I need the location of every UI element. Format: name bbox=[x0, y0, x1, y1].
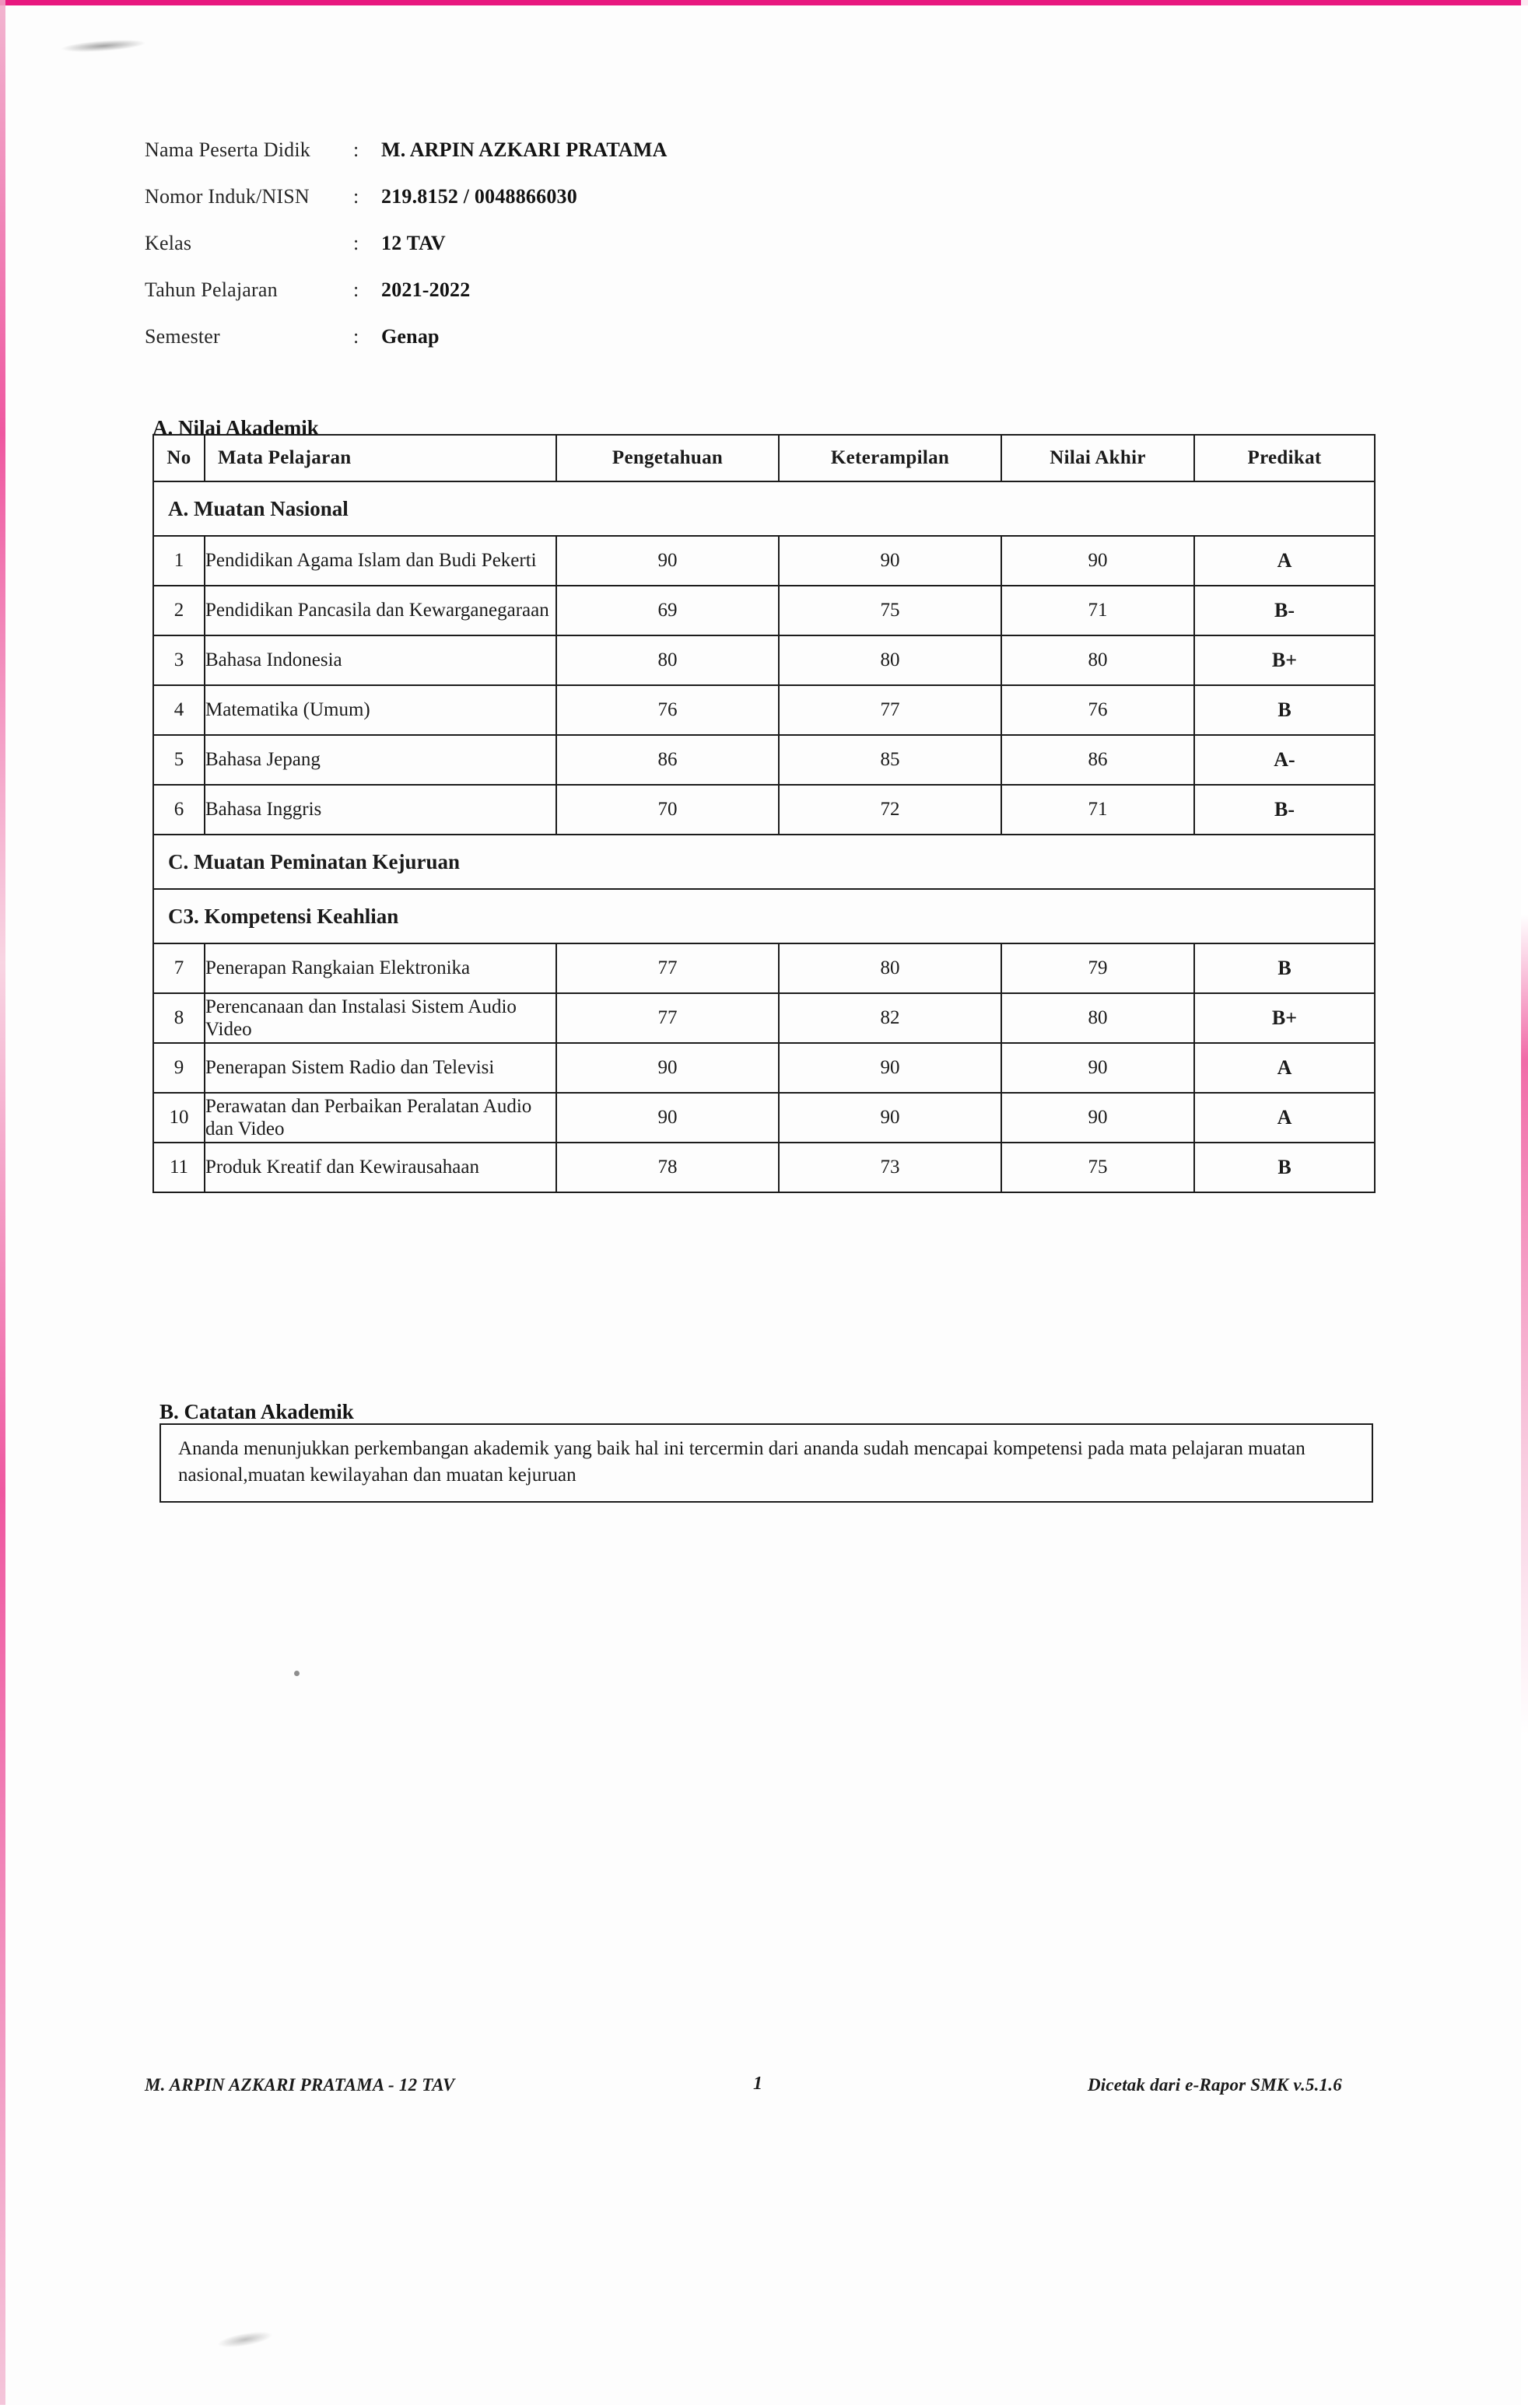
row-subject: Bahasa Indonesia bbox=[205, 635, 556, 685]
row-no: 5 bbox=[153, 735, 205, 785]
row-subject: Matematika (Umum) bbox=[205, 685, 556, 735]
column-header-no: No bbox=[153, 435, 205, 481]
row-predikat: B bbox=[1194, 943, 1375, 993]
row-predikat: A bbox=[1194, 1043, 1375, 1093]
row-nilai-akhir: 90 bbox=[1001, 1093, 1194, 1143]
row-no: 7 bbox=[153, 943, 205, 993]
row-keterampilan: 75 bbox=[779, 586, 1001, 635]
column-header-nilai-akhir: Nilai Akhir bbox=[1001, 435, 1194, 481]
identity-row-semester bbox=[145, 325, 923, 372]
row-pengetahuan: 80 bbox=[556, 635, 779, 685]
scan-edge-left bbox=[0, 0, 5, 2408]
row-keterampilan: 90 bbox=[779, 1043, 1001, 1093]
row-predikat: A- bbox=[1194, 735, 1375, 785]
identity-row-nisn bbox=[145, 185, 923, 232]
row-pengetahuan: 78 bbox=[556, 1143, 779, 1192]
scan-edge-top bbox=[0, 0, 1528, 5]
table-row bbox=[153, 943, 1375, 993]
table-row bbox=[153, 1093, 1375, 1143]
row-subject: Produk Kreatif dan Kewirausahaan bbox=[205, 1143, 556, 1192]
section-title-academic-scores: A. Nilai Akademik bbox=[152, 416, 319, 439]
scan-speck bbox=[294, 1671, 300, 1676]
row-nilai-akhir: 71 bbox=[1001, 785, 1194, 835]
table-row bbox=[153, 993, 1375, 1043]
table-row bbox=[153, 1143, 1375, 1192]
row-nilai-akhir: 79 bbox=[1001, 943, 1194, 993]
row-pengetahuan: 77 bbox=[556, 993, 779, 1043]
group-row-muatan-nasional bbox=[153, 481, 1375, 536]
student-identity-block bbox=[145, 138, 923, 372]
identity-row-name bbox=[145, 138, 923, 185]
row-subject: Pendidikan Pancasila dan Kewarganegaraan bbox=[205, 586, 556, 635]
scan-edge-bottom bbox=[0, 2405, 1528, 2408]
scan-smudge-top-left bbox=[61, 37, 147, 54]
row-pengetahuan: 69 bbox=[556, 586, 779, 635]
column-header-predikat: Predikat bbox=[1194, 435, 1375, 481]
column-header-subject: Mata Pelajaran bbox=[205, 435, 556, 481]
row-predikat: B bbox=[1194, 685, 1375, 735]
group-row-muatan-peminatan-kejuruan bbox=[153, 835, 1375, 889]
group-row-kompetensi-keahlian bbox=[153, 889, 1375, 943]
group-label-kompetensi-keahlian: C3. Kompetensi Keahlian bbox=[153, 889, 1375, 943]
row-pengetahuan: 77 bbox=[556, 943, 779, 993]
academic-note-box bbox=[159, 1423, 1373, 1503]
group-label-muatan-peminatan-kejuruan: C. Muatan Peminatan Kejuruan bbox=[153, 835, 1375, 889]
identity-row-class bbox=[145, 232, 923, 278]
academic-scores-table bbox=[152, 434, 1376, 1193]
row-pengetahuan: 76 bbox=[556, 685, 779, 735]
scan-smudge-bottom-left bbox=[217, 2329, 273, 2350]
row-pengetahuan: 86 bbox=[556, 735, 779, 785]
row-no: 6 bbox=[153, 785, 205, 835]
row-predikat: A bbox=[1194, 1093, 1375, 1143]
column-header-pengetahuan: Pengetahuan bbox=[556, 435, 779, 481]
identity-colon-class: : bbox=[353, 232, 359, 254]
table-row bbox=[153, 685, 1375, 735]
row-subject: Bahasa Jepang bbox=[205, 735, 556, 785]
row-keterampilan: 73 bbox=[779, 1143, 1001, 1192]
identity-row-school-year bbox=[145, 278, 923, 325]
column-header-keterampilan: Keterampilan bbox=[779, 435, 1001, 481]
footer-student-label: M. ARPIN AZKARI PRATAMA - 12 TAV bbox=[145, 2075, 455, 2095]
row-predikat: B+ bbox=[1194, 993, 1375, 1043]
row-no: 4 bbox=[153, 685, 205, 735]
footer-page-number: 1 bbox=[753, 2074, 762, 2094]
row-subject: Pendidikan Agama Islam dan Budi Pekerti bbox=[205, 536, 556, 586]
identity-label-nisn: Nomor Induk/NISN bbox=[145, 185, 310, 208]
row-no: 9 bbox=[153, 1043, 205, 1093]
row-subject: Bahasa Inggris bbox=[205, 785, 556, 835]
identity-label-name: Nama Peserta Didik bbox=[145, 138, 310, 161]
identity-value-class: 12 TAV bbox=[381, 232, 446, 254]
identity-label-school-year: Tahun Pelajaran bbox=[145, 278, 278, 301]
row-nilai-akhir: 86 bbox=[1001, 735, 1194, 785]
row-keterampilan: 90 bbox=[779, 1093, 1001, 1143]
row-no: 1 bbox=[153, 536, 205, 586]
footer-source-label: Dicetak dari e-Rapor SMK v.5.1.6 bbox=[1088, 2075, 1342, 2095]
identity-value-nisn: 219.8152 / 0048866030 bbox=[381, 185, 577, 208]
row-pengetahuan: 90 bbox=[556, 1093, 779, 1143]
row-no: 3 bbox=[153, 635, 205, 685]
section-title-academic-note: B. Catatan Akademik bbox=[159, 1400, 354, 1423]
row-keterampilan: 82 bbox=[779, 993, 1001, 1043]
row-keterampilan: 77 bbox=[779, 685, 1001, 735]
row-no: 8 bbox=[153, 993, 205, 1043]
scan-edge-right bbox=[1521, 0, 1528, 2408]
row-nilai-akhir: 71 bbox=[1001, 586, 1194, 635]
table-row bbox=[153, 536, 1375, 586]
row-keterampilan: 85 bbox=[779, 735, 1001, 785]
row-nilai-akhir: 76 bbox=[1001, 685, 1194, 735]
row-predikat: B- bbox=[1194, 785, 1375, 835]
row-pengetahuan: 70 bbox=[556, 785, 779, 835]
group-label-muatan-nasional: A. Muatan Nasional bbox=[153, 481, 1375, 536]
row-predikat: B+ bbox=[1194, 635, 1375, 685]
row-no: 2 bbox=[153, 586, 205, 635]
table-row bbox=[153, 586, 1375, 635]
row-nilai-akhir: 90 bbox=[1001, 536, 1194, 586]
identity-colon-semester: : bbox=[353, 325, 359, 348]
row-subject: Penerapan Rangkaian Elektronika bbox=[205, 943, 556, 993]
identity-value-name: M. ARPIN AZKARI PRATAMA bbox=[381, 138, 668, 161]
identity-value-school-year: 2021-2022 bbox=[381, 278, 471, 301]
row-no: 10 bbox=[153, 1093, 205, 1143]
table-row bbox=[153, 1043, 1375, 1093]
row-predikat: B bbox=[1194, 1143, 1375, 1192]
row-predikat: B- bbox=[1194, 586, 1375, 635]
table-row bbox=[153, 785, 1375, 835]
academic-note-text: Ananda menunjukkan perkembangan akademik yang baik hal ini tercermin dari ananda sudah mencapai kompetensi pada mata pelajaran muatan nasional,muatan kewilayahan dan muatan kejuruan bbox=[178, 1438, 1305, 1486]
table-row bbox=[153, 635, 1375, 685]
identity-label-semester: Semester bbox=[145, 325, 220, 348]
table-row bbox=[153, 735, 1375, 785]
identity-colon-name: : bbox=[353, 138, 359, 161]
identity-label-class: Kelas bbox=[145, 232, 192, 254]
row-nilai-akhir: 80 bbox=[1001, 993, 1194, 1043]
row-pengetahuan: 90 bbox=[556, 1043, 779, 1093]
identity-value-semester: Genap bbox=[381, 325, 440, 348]
row-nilai-akhir: 90 bbox=[1001, 1043, 1194, 1093]
identity-colon-school-year: : bbox=[353, 278, 359, 301]
row-subject: Perawatan dan Perbaikan Peralatan Audio dan Video bbox=[205, 1093, 556, 1143]
table-header-row bbox=[153, 435, 1375, 481]
row-nilai-akhir: 80 bbox=[1001, 635, 1194, 685]
row-keterampilan: 90 bbox=[779, 536, 1001, 586]
row-predikat: A bbox=[1194, 536, 1375, 586]
row-subject: Perencanaan dan Instalasi Sistem Audio Video bbox=[205, 993, 556, 1043]
row-nilai-akhir: 75 bbox=[1001, 1143, 1194, 1192]
identity-colon-nisn: : bbox=[353, 185, 359, 208]
row-keterampilan: 80 bbox=[779, 635, 1001, 685]
row-keterampilan: 80 bbox=[779, 943, 1001, 993]
row-no: 11 bbox=[153, 1143, 205, 1192]
row-subject: Penerapan Sistem Radio dan Televisi bbox=[205, 1043, 556, 1093]
row-keterampilan: 72 bbox=[779, 785, 1001, 835]
row-pengetahuan: 90 bbox=[556, 536, 779, 586]
